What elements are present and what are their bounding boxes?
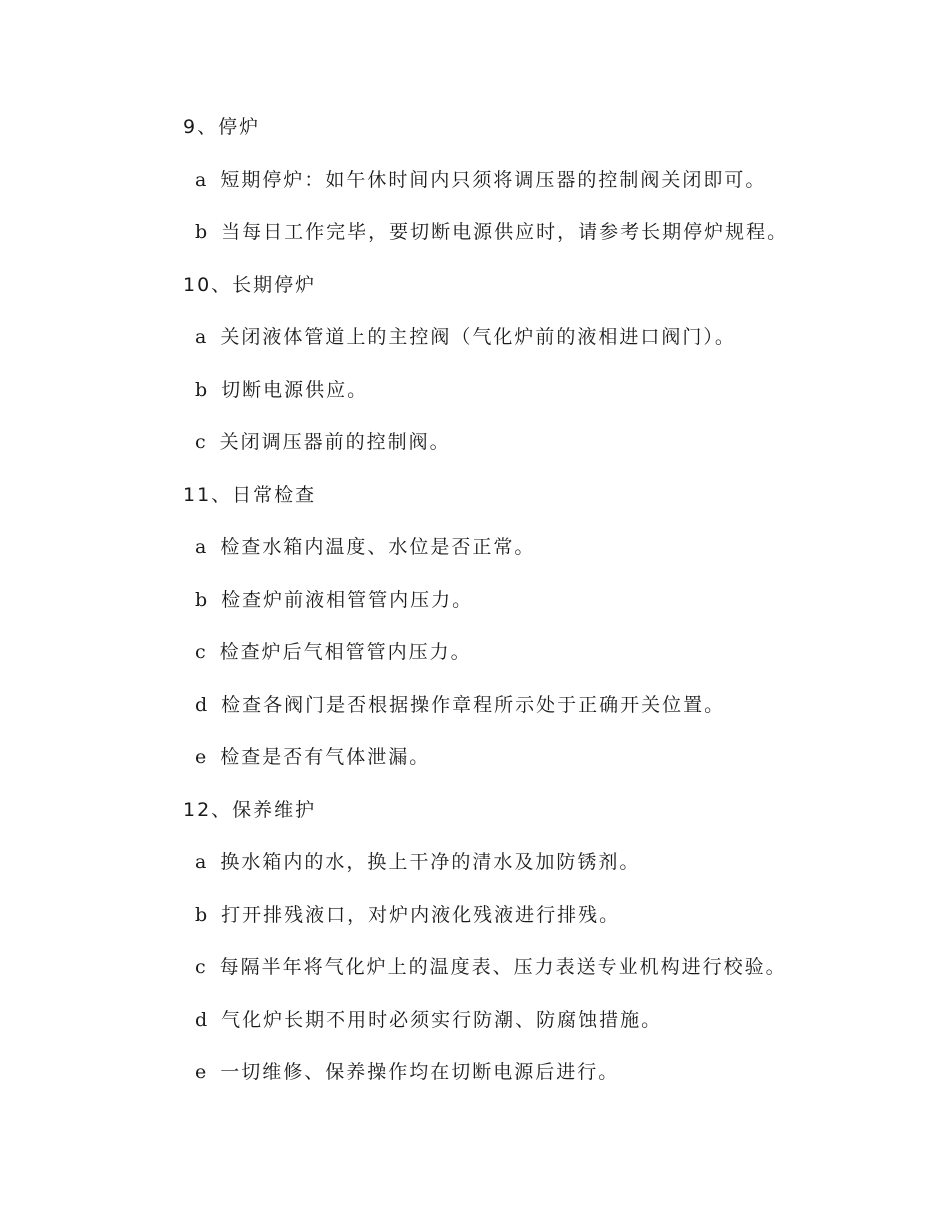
section-heading: 11、日常检查 <box>183 483 317 506</box>
item-text: 关闭调压器前的控制阀。 <box>219 431 451 453</box>
item-text: 检查是否有气体泄漏。 <box>220 746 431 768</box>
list-item <box>183 1003 843 1056</box>
item-marker: d <box>195 693 210 716</box>
item-marker: d <box>195 1008 210 1031</box>
list-item <box>183 530 843 583</box>
list-item <box>183 373 843 426</box>
list-item <box>183 740 843 793</box>
list-item <box>183 163 843 216</box>
list-item <box>183 320 843 373</box>
item-text: 一切维修、保养操作均在切断电源后进行。 <box>220 1061 620 1083</box>
item-text: 当每日工作完毕，要切断电源供应时，请参考长期停炉规程。 <box>221 221 789 243</box>
list-item <box>183 1055 843 1108</box>
item-marker: e <box>195 746 209 768</box>
list-item <box>183 845 843 898</box>
list-item <box>183 635 843 688</box>
item-marker: a <box>195 168 209 191</box>
item-text: 检查各阀门是否根据操作章程所示处于正确开关位置。 <box>221 693 726 716</box>
list-item <box>183 425 843 478</box>
list-item <box>183 215 843 268</box>
item-text: 检查炉后气相管管内压力。 <box>219 641 472 663</box>
list-item <box>183 898 843 951</box>
item-marker: b <box>195 588 210 611</box>
item-text: 切断电源供应。 <box>221 378 369 401</box>
item-text: 换水箱内的水，换上干净的清水及加防锈剂。 <box>220 851 641 873</box>
item-marker: b <box>195 221 210 243</box>
section-heading: 10、长期停炉 <box>183 273 317 296</box>
list-item <box>183 950 843 1003</box>
item-text: 打开排残液口，对炉内液化残液进行排残。 <box>221 903 621 926</box>
item-text: 气化炉长期不用时必须实行防潮、防腐蚀措施。 <box>221 1008 663 1031</box>
item-text: 短期停炉：如午休时间内只须将调压器的控制阀关闭即可。 <box>220 168 767 191</box>
item-marker: b <box>195 903 210 926</box>
item-text: 关闭液体管道上的主控阀（气化炉前的液相进口阀门）。 <box>220 326 736 348</box>
section-heading: 9、停炉 <box>183 116 261 138</box>
item-text: 检查炉前液相管管内压力。 <box>221 588 474 611</box>
item-marker: a <box>195 536 209 558</box>
item-marker: e <box>195 1061 209 1083</box>
section-heading: 12、保养维护 <box>183 798 317 821</box>
list-item <box>183 688 843 741</box>
item-marker: c <box>195 641 208 663</box>
list-item <box>183 583 843 636</box>
document-body <box>183 110 843 1108</box>
item-text: 检查水箱内温度、水位是否正常。 <box>220 536 536 558</box>
item-text: 每隔半年将气化炉上的温度表、压力表送专业机构进行校验。 <box>219 956 787 978</box>
item-marker: c <box>195 956 208 978</box>
item-marker: a <box>195 326 209 348</box>
item-marker: a <box>195 851 209 873</box>
item-marker: c <box>195 431 208 453</box>
item-marker: b <box>195 378 210 401</box>
